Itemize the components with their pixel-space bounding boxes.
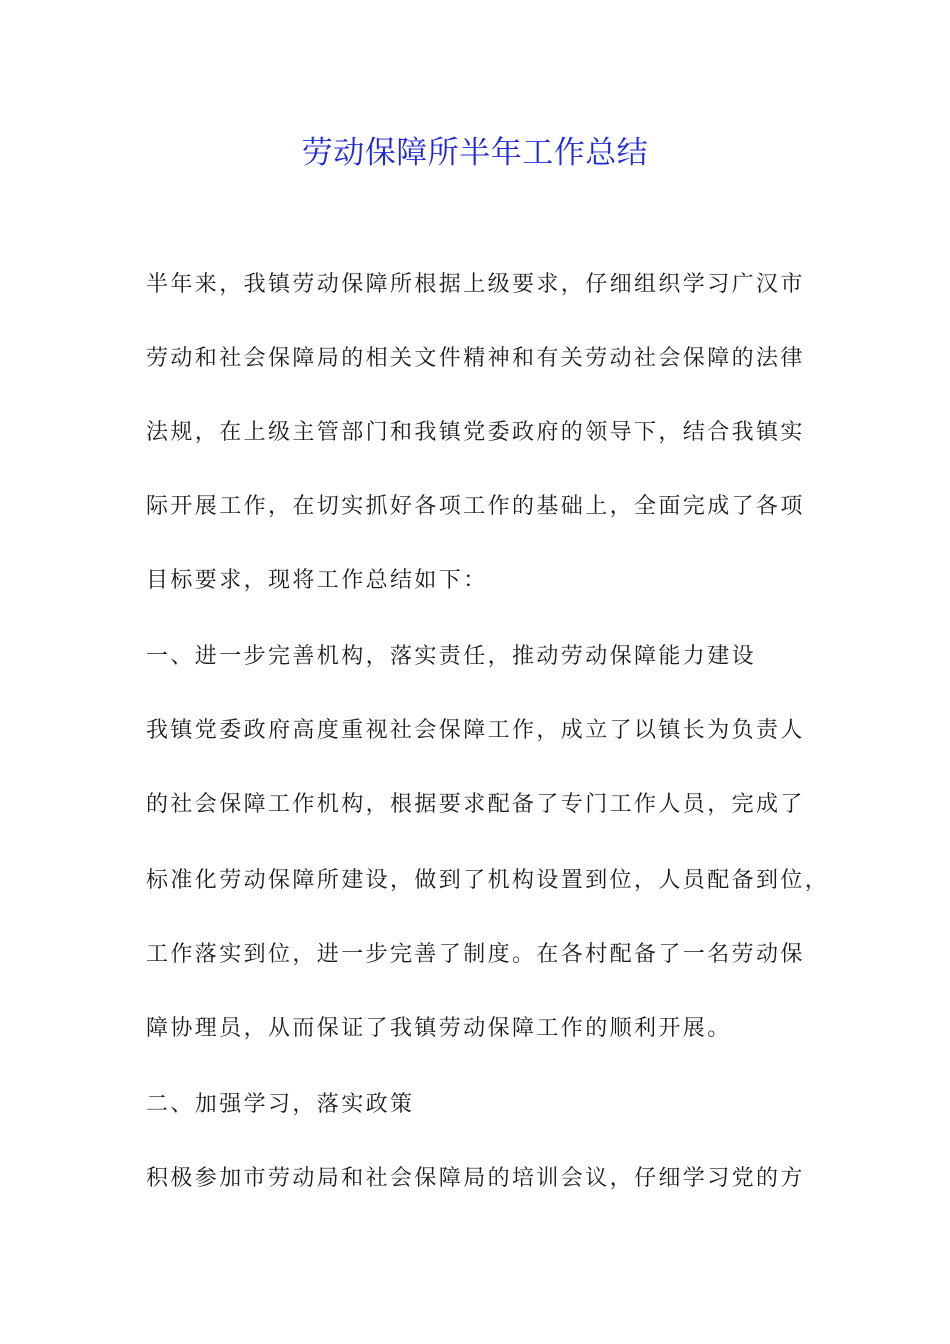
text-line-7: 我镇党委政府高度重视社会保障工作，成立了以镇长为负责人 (146, 718, 805, 743)
document-title: 劳动保障所半年工作总结 (301, 135, 649, 171)
text-line-10: 工作落实到位，进一步完善了制度。在各村配备了一名劳动保 (146, 942, 805, 967)
text-line-13: 积极参加市劳动局和社会保障局的培训会议，仔细学习党的方 (146, 1166, 805, 1191)
text-line-11: 障协理员，从而保证了我镇劳动保障工作的顺利开展。 (146, 1016, 732, 1041)
text-line-3: 法规，在上级主管部门和我镇党委政府的领导下，结合我镇实 (146, 420, 805, 445)
text-line-8: 的社会保障工作机构，根据要求配备了专门工作人员，完成了 (146, 792, 805, 817)
text-line-1: 半年来，我镇劳动保障所根据上级要求，仔细组织学习广汉市 (146, 272, 805, 297)
text-line-5: 目标要求，现将工作总结如下： (146, 568, 488, 593)
section-heading-1: 一、进一步完善机构，落实责任，推动劳动保障能力建设 (146, 644, 757, 669)
text-line-2: 劳动和社会保障局的相关文件精神和有关劳动社会保障的法律 (146, 346, 805, 371)
text-line-4: 际开展工作，在切实抓好各项工作的基础上，全面完成了各项 (146, 494, 805, 519)
section-heading-2: 二、加强学习，落实政策 (146, 1092, 415, 1117)
text-line-9: 标准化劳动保障所建设，做到了机构设置到位，人员配备到位， (146, 868, 830, 893)
